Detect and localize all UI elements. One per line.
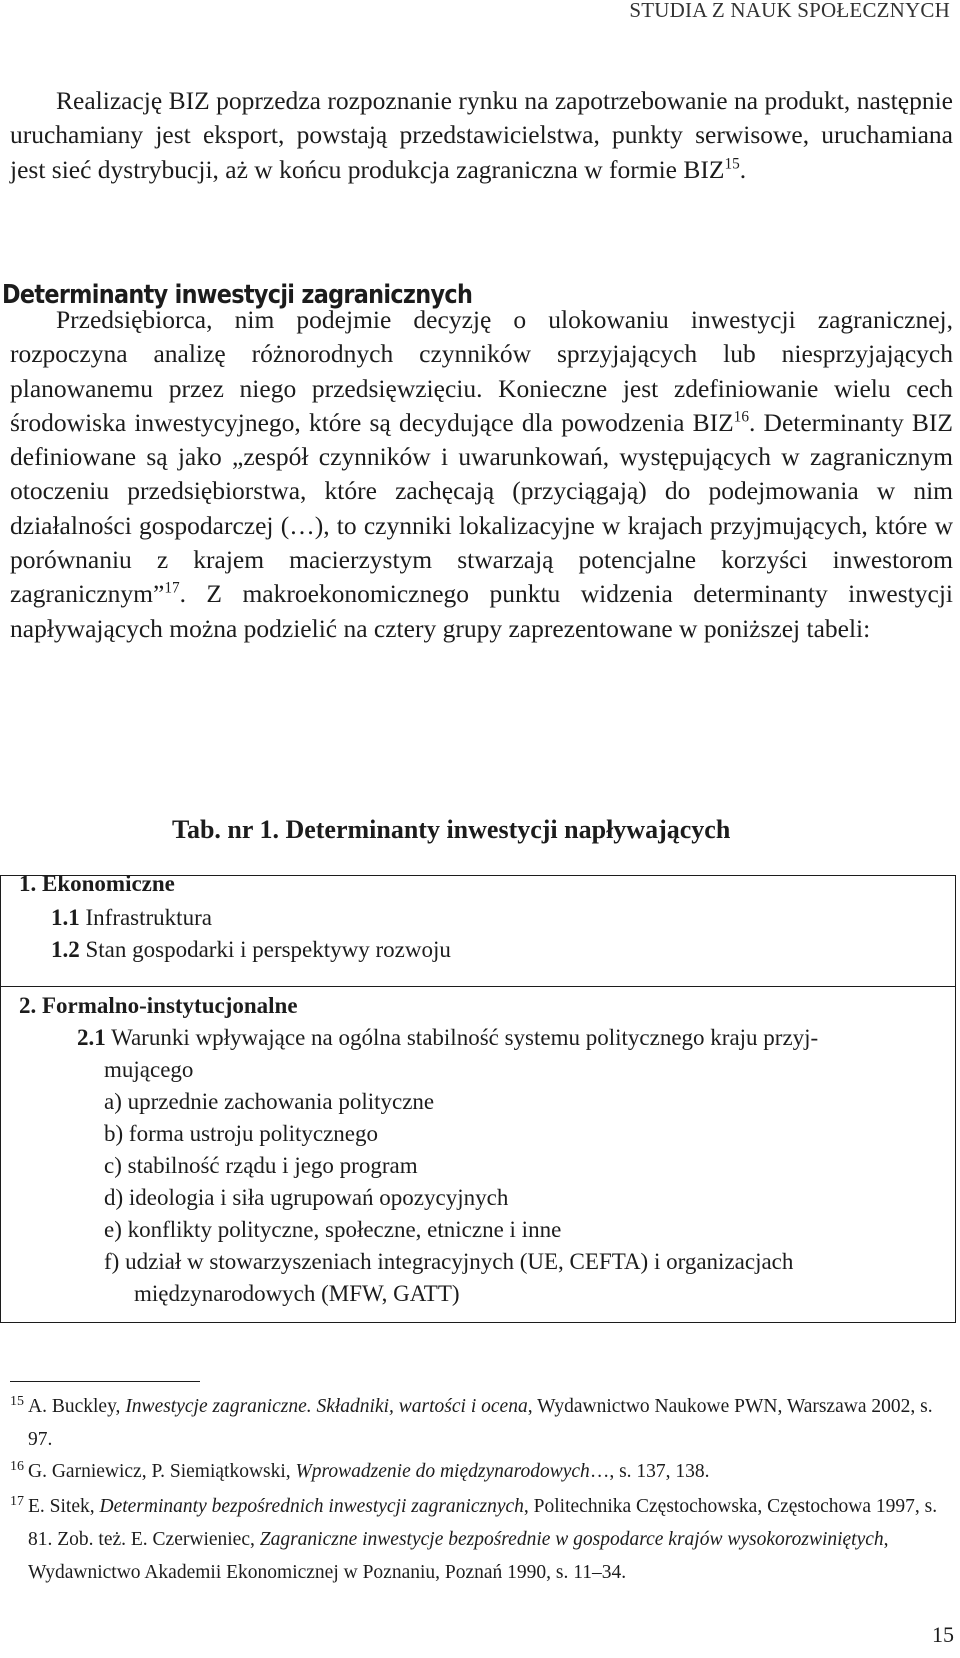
footnote-15: 15 A. Buckley, Inwestycje zagraniczne. Składniki, wartości i ocena, Wydawnictwo Naukowe PWN, Warszawa 2002, s. 97. [10,1394,933,1450]
page-number: 15 [932,1622,954,1647]
sub-item: e) konflikty polityczne, społeczne, etniczne i inne [104,1217,562,1242]
intro-paragraph: Realizację BIZ poprzedza rozpoznanie rynku na zapotrzebowanie na produkt, następnie uruchamiany jest eksport, powstają przedstawicielstwa, punkty serwisowe, uruchamiana jest sieć dystrybucji, aż w końcu produkcja zagraniczna w formie BIZ$^{15}$. [10,86,953,184]
footnote-17: 17 E. Sitek, Determinanty bezpośrednich inwestycji zagranicznych, Politechnika Częstochowska, Częstochowa 1997, s. 81. Zob. też. E. Czerwieniec, Zagraniczne inwestycje bezpośrednie w gospodarce krajów wysokorozwiniętych, Wydawnictwo Akademii Ekonomicznej w Poznaniu, Poznań 1990, s. 11–34. [10,1494,938,1583]
category-formal-institutional: 2. Formalno-instytucjonalne [19,993,298,1018]
footnote-16: 16 G. Garniewicz, P. Siemiątkowski, Wprowadzenie do międzynarodowych…, s. 137, 138. [10,1459,710,1482]
sub-item: c) stabilność rządu i jego program [104,1153,418,1178]
footnote-ref: 16 [733,408,749,426]
category-economic: 1. Ekonomiczne [19,871,175,896]
determinants-table [0,871,956,1323]
footnote-rule [10,1381,200,1382]
table-caption: Tab. nr 1. Determinanty inwestycji napływających [172,815,731,844]
list-item-continuation: mującego [104,1057,194,1082]
list-item: 1.1 Infrastruktura [51,905,212,930]
sub-item: d) ideologia i siła ugrupowań opozycyjnych [104,1185,509,1210]
section-heading: Determinanty inwestycji zagranicznych [2,280,473,310]
footnote-ref: 15 [724,155,740,173]
list-item: 1.2 Stan gospodarki i perspektywy rozwoju [51,937,451,962]
sub-item: f) udział w stowarzyszeniach integracyjnych (UE, CEFTA) i organizacjach [104,1249,794,1274]
footnote-ref: 17 [164,579,180,597]
sub-item-continuation: międzynarodowych (MFW, GATT) [134,1281,460,1306]
list-item: 2.1 Warunki wpływające na ogólna stabilność systemu politycznego kraju przyj- [77,1025,819,1050]
sub-item: b) forma ustroju politycznego [104,1121,379,1146]
body-paragraph: Przedsiębiorca, nim podejmie decyzję o ulokowaniu inwestycji zagranicznej, rozpoczyna analizę różnorodnych czynników sprzyjających lub niesprzyjających planowanemu przez niego przedsięwzięciu. Konieczne jest zdefiniowanie wielu cech środowiska inwestycyjnego, które są decydujące dla powodzenia BIZ$^{16}$. Determinanty BIZ definiowane są jako „zespół czynników i uwarunkowań, występujących w zagranicznym otoczeniu przedsiębiorstwa, które zachęcają (przyciągają) do podejmowania w nim działalności gospodarczej (…), to czynniki lokalizacyjne w krajach przyjmujących, które w porównaniu z krajem macierzystym stwarzają potencjalne korzyści inwestorom zagranicznym”$^{17}$. Z makroekonomicznego punktu widzenia determinanty inwestycji napływających można podzielić na cztery grupy zaprezentowane w poniższej tabeli: [10,305,954,643]
table-divider [1,986,955,987]
sub-item: a) uprzednie zachowania polityczne [104,1089,435,1114]
running-head: STUDIA Z NAUK SPOŁECZNYCH [629,0,950,22]
